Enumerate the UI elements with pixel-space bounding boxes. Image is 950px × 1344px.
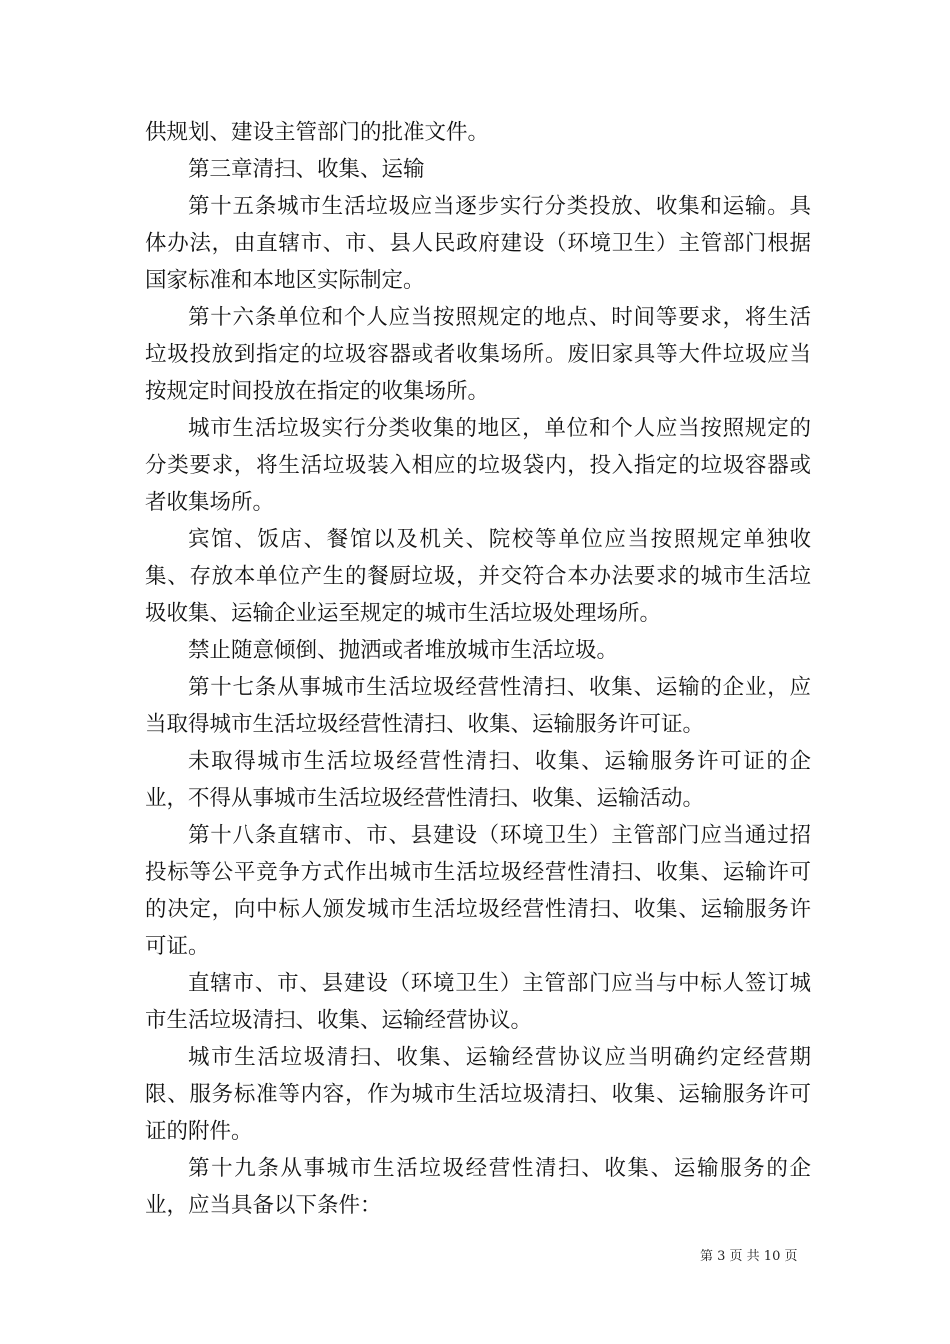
paragraph: 第十九条从事城市生活垃圾经营性清扫、收集、运输服务的企业，应当具备以下条件： [145, 1156, 811, 1218]
page-number-footer: 第 3 页 共 10 页 [700, 1249, 798, 1264]
paragraph: 第十五条城市生活垃圾应当逐步实行分类投放、收集和运输。具体办法，由直辖市、市、县人民政府建设（环境卫生）主管部门根据国家标准和本地区实际制定。 [145, 194, 811, 293]
paragraph: 城市生活垃圾清扫、收集、运输经营协议应当明确约定经营期限、服务标准等内容，作为城市生活垃圾清扫、收集、运输服务许可证的附件。 [145, 1045, 811, 1144]
paragraph: 供规划、建设主管部门的批准文件。 [145, 120, 490, 145]
paragraph: 直辖市、市、县建设（环境卫生）主管部门应当与中标人签订城市生活垃圾清扫、收集、运输经营协议。 [145, 971, 811, 1033]
paragraph: 禁止随意倾倒、抛洒或者堆放城市生活垃圾。 [188, 638, 619, 663]
paragraph: 第十七条从事城市生活垃圾经营性清扫、收集、运输的企业，应当取得城市生活垃圾经营性清扫、收集、运输服务许可证。 [145, 675, 811, 737]
paragraph: 第十六条单位和个人应当按照规定的地点、时间等要求，将生活垃圾投放到指定的垃圾容器或者收集场所。废旧家具等大件垃圾应当按规定时间投放在指定的收集场所。 [145, 305, 811, 404]
paragraph: 城市生活垃圾实行分类收集的地区，单位和个人应当按照规定的分类要求，将生活垃圾装入相应的垃圾袋内，投入指定的垃圾容器或者收集场所。 [145, 416, 811, 515]
paragraph: 未取得城市生活垃圾经营性清扫、收集、运输服务许可证的企业，不得从事城市生活垃圾经营性清扫、收集、运输活动。 [145, 749, 811, 811]
document-body [145, 114, 811, 1224]
chapter-heading: 第三章清扫、收集、运输 [188, 157, 425, 182]
paragraph: 宾馆、饭店、餐馆以及机关、院校等单位应当按照规定单独收集、存放本单位产生的餐厨垃圾，并交符合本办法要求的城市生活垃圾收集、运输企业运至规定的城市生活垃圾处理场所。 [145, 527, 811, 626]
paragraph: 第十八条直辖市、市、县建设（环境卫生）主管部门应当通过招投标等公平竞争方式作出城市生活垃圾经营性清扫、收集、运输许可的决定，向中标人颁发城市生活垃圾经营性清扫、收集、运输服务许可证。 [145, 823, 811, 959]
